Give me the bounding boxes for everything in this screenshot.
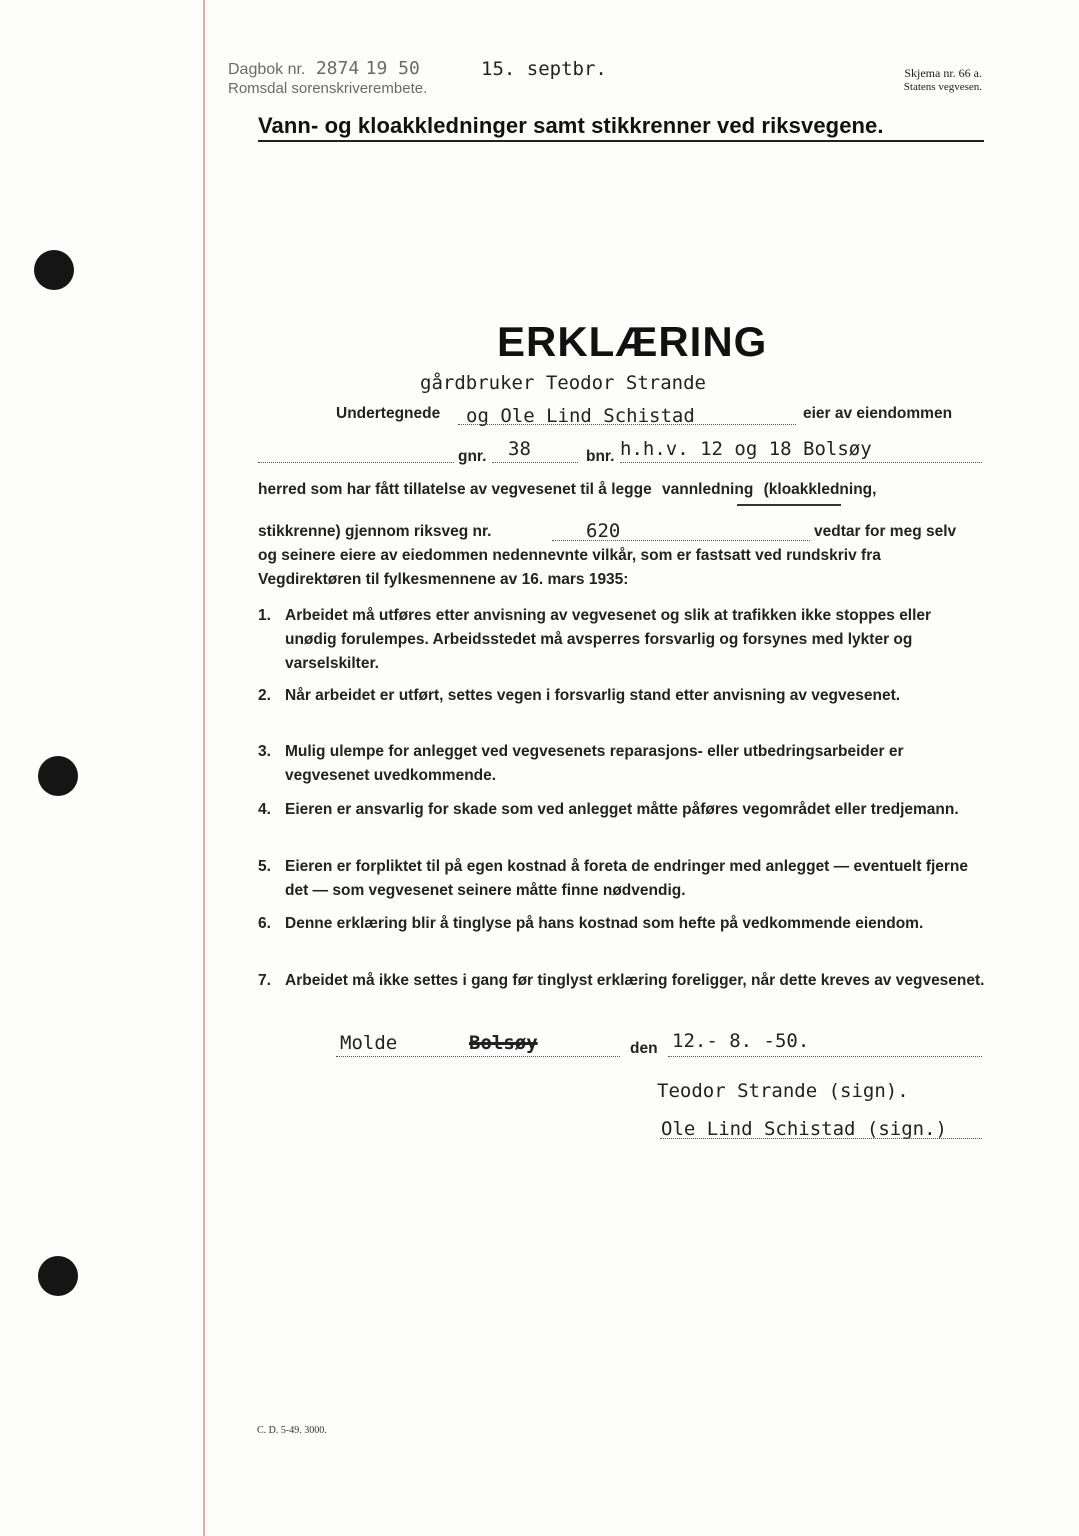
title-underline	[258, 140, 984, 142]
fill-line	[660, 1138, 982, 1139]
form-issuer: Statens vegvesen.	[903, 81, 982, 93]
office-name: Romsdal sorenskriverembete.	[228, 80, 428, 97]
den-label: den	[630, 1040, 658, 1057]
line3-suffix: (kloakkledning,	[763, 481, 877, 498]
dagbok-year: 19 50	[365, 58, 420, 79]
signing-date: 12.- 8. -50.	[672, 1030, 810, 1052]
riksveg-number: 620	[586, 520, 621, 542]
condition-text: Når arbeidet er utført, settes vegen i forsvarlig stand etter anvisning av vegvesenet.	[285, 687, 901, 704]
fill-line	[668, 1056, 982, 1057]
condition-number: 7.	[258, 972, 271, 989]
dagbok-stamp	[228, 58, 420, 79]
undersigned-label: Undertegnede	[336, 405, 441, 422]
condition-text: Mulig ulempe for anlegget ved vegvesenets reparasjons- eller utbedringsarbeider er vegvesenet uvedkommende.	[285, 743, 904, 784]
dagbok-label: Dagbok nr.	[228, 61, 306, 78]
punch-hole	[38, 756, 78, 796]
punch-hole	[38, 1256, 78, 1296]
line4-prefix: stikkrenne) gjennom riksveg nr.	[258, 523, 492, 540]
signature-2: Ole Lind Schistad (sign.)	[661, 1118, 947, 1140]
document-heading: ERKLÆRING	[497, 318, 768, 365]
declaration-line-5: og seinere eiere av eiedommen nedennevnte vilkår, som er fastsatt ved rundskriv fra	[258, 547, 881, 564]
condition-text: Eieren er ansvarlig for skade som ved anlegget måtte påføres vegområdet eller tredjemann.	[285, 801, 959, 818]
print-code: C. D. 5-49. 3000.	[257, 1425, 327, 1436]
condition-number: 5.	[258, 858, 271, 875]
fill-line	[336, 1056, 620, 1057]
condition-number: 2.	[258, 687, 271, 704]
bnr-label: bnr.	[586, 448, 615, 465]
dagbok-date: 15. septbr.	[481, 58, 607, 80]
declaration-line-6: Vegdirektøren til fylkesmennene av 16. mars 1935:	[258, 571, 629, 588]
undersigned-value: og Ole Lind Schistad	[466, 405, 695, 427]
line3-prefix: herred som har fått tillatelse av vegvesenet til å legge	[258, 481, 652, 498]
condition-number: 6.	[258, 915, 271, 932]
document-title: Vann- og kloakkledninger samt stikkrenner ved riksvegene.	[258, 113, 884, 138]
condition-number: 4.	[258, 801, 271, 818]
condition-number: 1.	[258, 607, 271, 624]
fill-line	[258, 462, 454, 463]
fill-line	[620, 462, 982, 463]
term-underline	[737, 504, 841, 506]
form-number: Skjema nr. 66 a.	[904, 66, 982, 80]
form-identifier	[904, 66, 982, 94]
gnr-value: 38	[508, 438, 531, 460]
signing-place: Molde	[340, 1032, 398, 1054]
punch-hole	[34, 250, 74, 290]
bnr-value: h.h.v. 12 og 18 Bolsøy	[620, 438, 872, 460]
condition-text: Eieren er forpliktet til på egen kostnad å foreta de endringer med anlegget — eventuelt fjerne det — som vegvesenet seinere måtte finne nødvendig.	[285, 858, 969, 899]
declaration-line	[258, 481, 876, 499]
margin-rule	[203, 0, 205, 1536]
condition-text: Arbeidet må utføres etter anvisning av vegvesenet og slik at trafikken ikke stoppes eller unødig forulempes. Arbeidsstedet må avsperres forsvarlig og forsynes med lykter og varselskilter.	[285, 607, 932, 672]
condition-text: Denne erklæring blir å tinglyse på hans kostnad som hefte på vedkommende eiendom.	[285, 915, 924, 932]
struck-place: Bolsøy	[469, 1032, 538, 1054]
condition-text: Arbeidet må ikke settes i gang før tinglyst erklæring foreligger, når dette kreves av vegvesenet.	[285, 972, 985, 989]
condition-number: 3.	[258, 743, 271, 760]
signature-1: Teodor Strande (sign).	[657, 1080, 909, 1102]
line4-suffix: vedtar for meg selv	[814, 523, 957, 540]
underlined-term: vannledning	[662, 481, 754, 498]
declarant-name: gårdbruker Teodor Strande	[420, 372, 706, 394]
fill-line	[492, 462, 578, 463]
gnr-label: gnr.	[458, 448, 487, 465]
dagbok-number: 2874	[315, 58, 360, 79]
owner-label: eier av eiendommen	[803, 405, 953, 422]
